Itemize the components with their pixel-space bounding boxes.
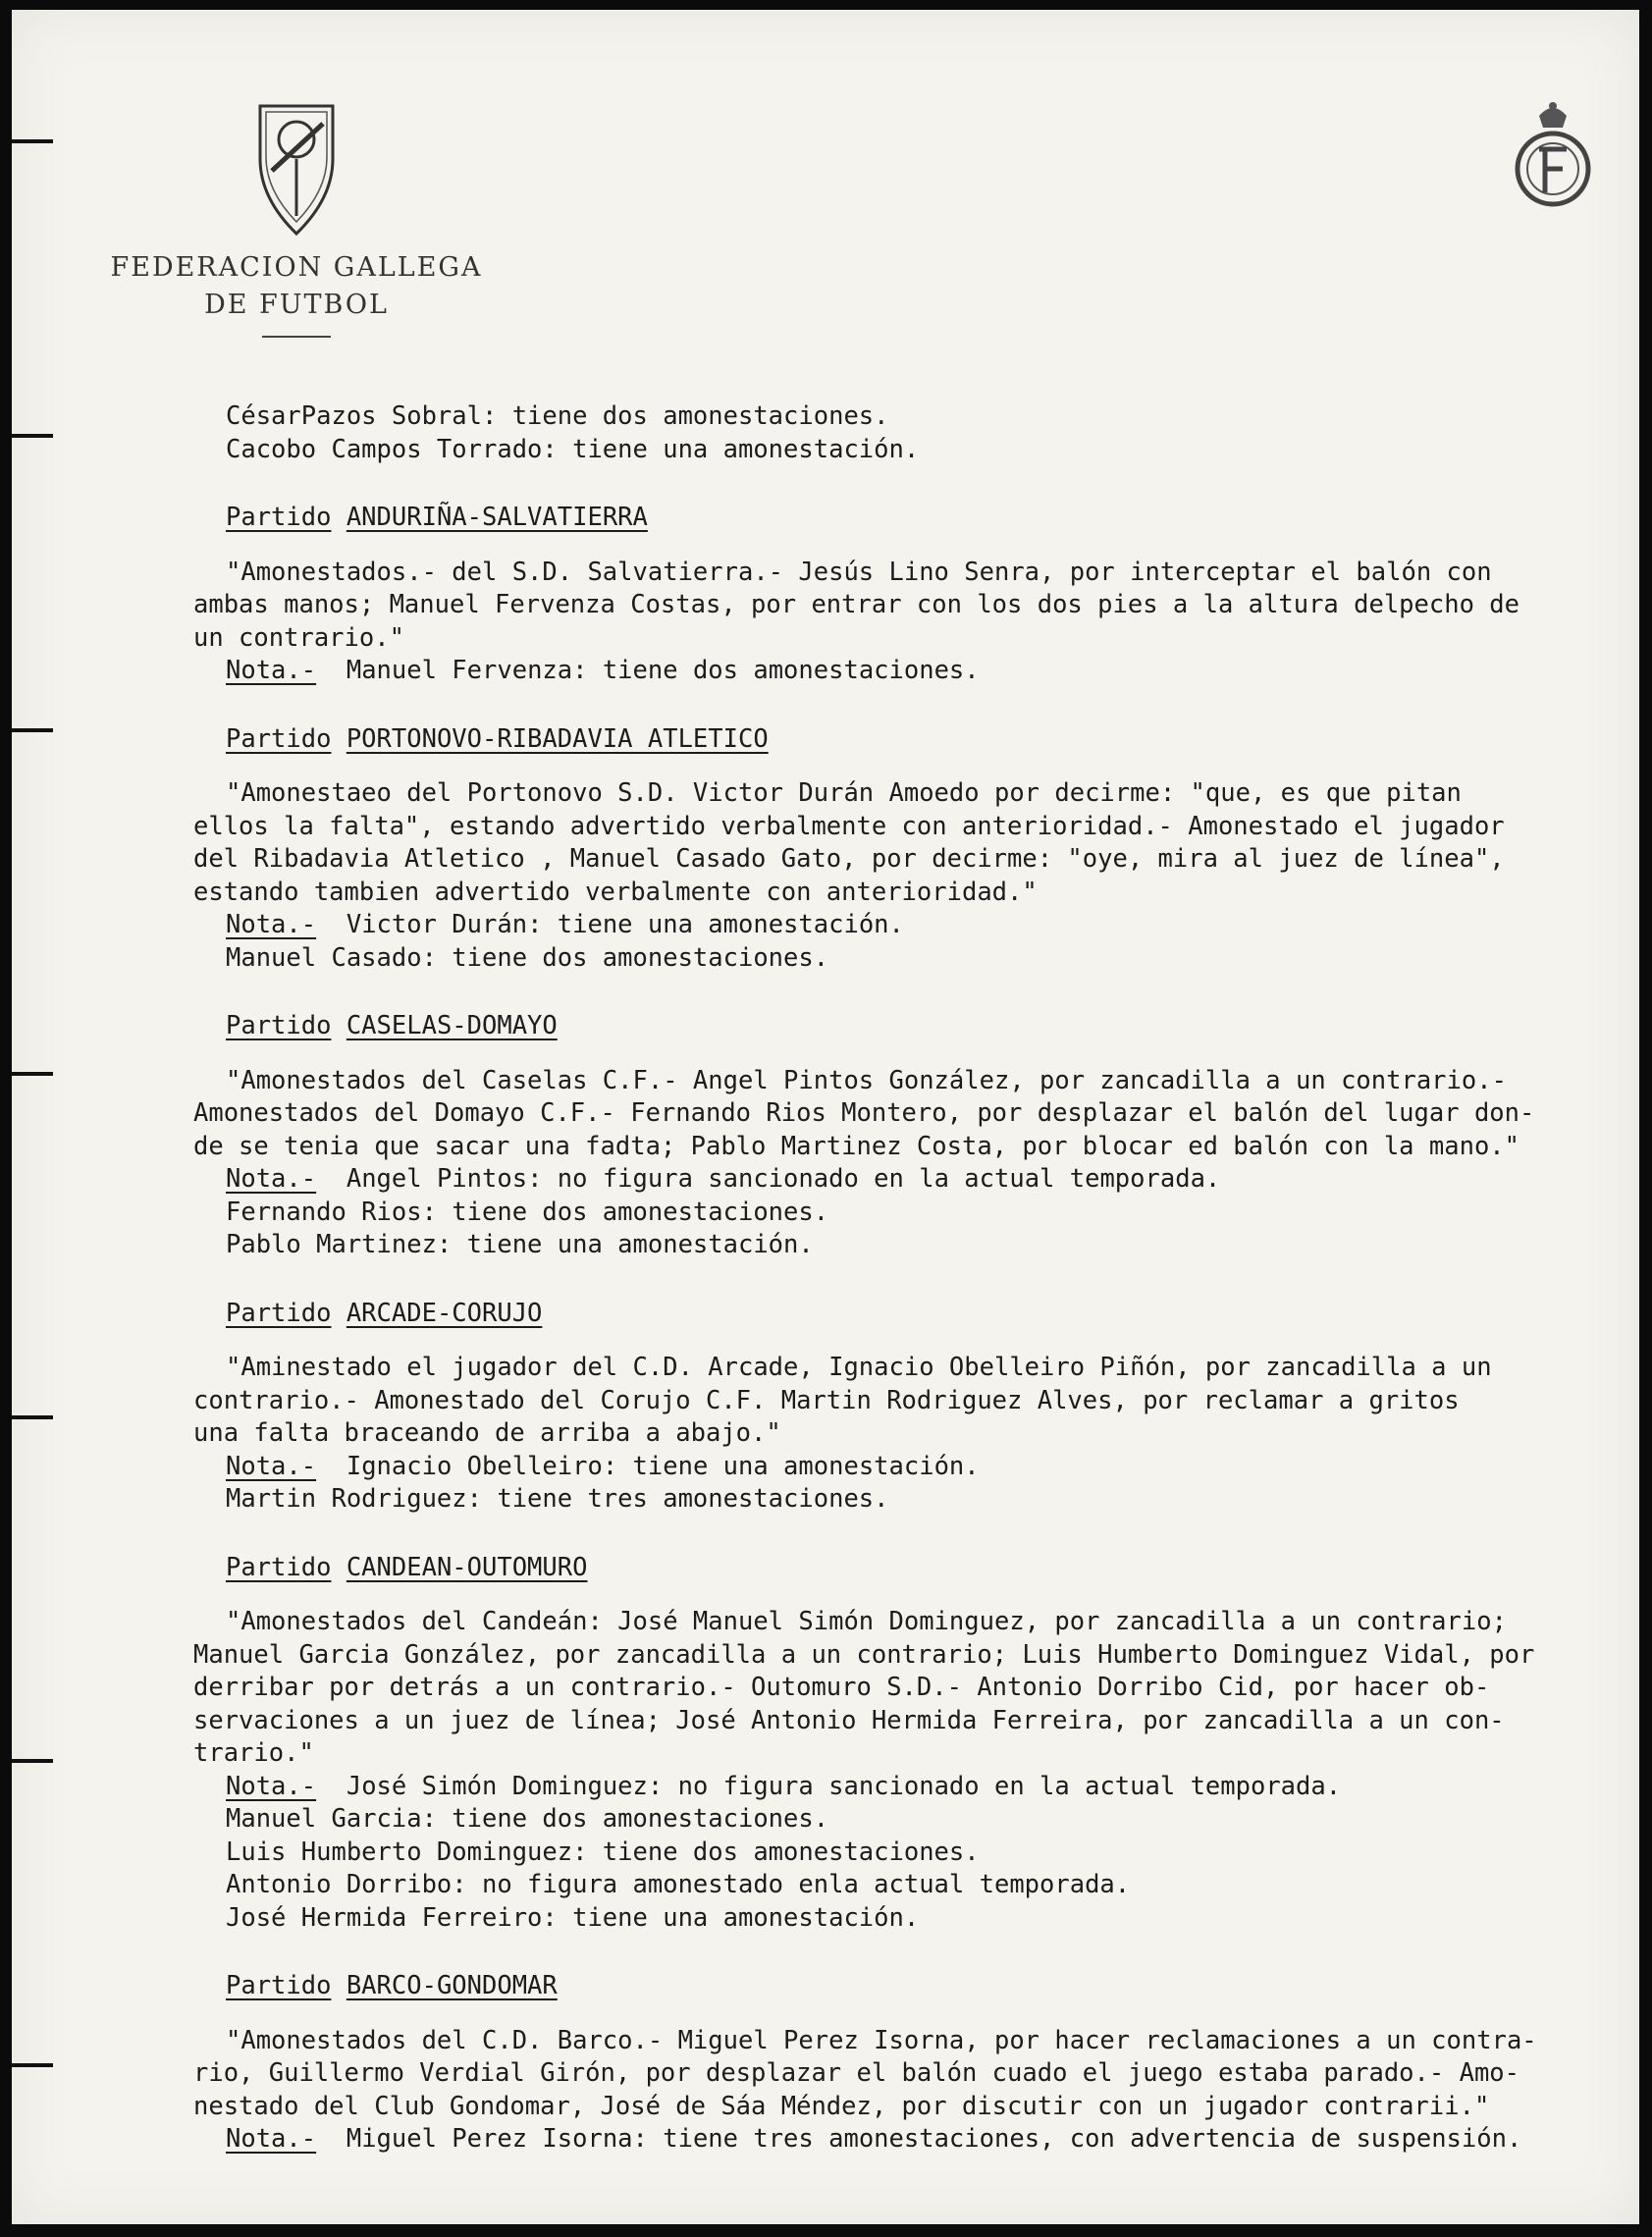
report-text-line: de se tenia que sacar una fadta; Pablo Martinez Costa, por blocar ed balón con la mano." — [193, 1131, 1520, 1161]
report-text-line: "Amonestados del C.D. Barco.- Miguel Perez Isorna, por hacer reclamaciones a un contra- — [226, 2025, 1537, 2055]
nota-text: Ignacio Obelleiro: tiene una amonestación. — [346, 1451, 980, 1481]
nota-text: José Simón Dominguez: no figura sancionado en la actual temporada. — [346, 1771, 1342, 1801]
match-section — [193, 1298, 1641, 1517]
nota-label: Nota.- — [226, 656, 317, 685]
intro-line: CésarPazos Sobral: tiene dos amonestaciones. — [226, 401, 889, 431]
report-text-line: nestado del Club Gondomar, José de Sáa Méndez, por discutir con un jugador contrarii." — [193, 2091, 1490, 2121]
org-name-line2: DE FUTBOL — [204, 290, 389, 320]
match-title: BARCO-GONDOMAR — [346, 1971, 558, 2000]
match-prefix: Partido — [226, 1011, 332, 1040]
match-title: ANDURIÑA-SALVATIERRA — [346, 503, 648, 532]
report-text-line: ellos la falta", estando advertido verbalmente con anterioridad.- Amonestado el jugador — [193, 811, 1505, 841]
nota-line — [193, 1771, 1641, 1804]
binder-mark — [12, 139, 53, 143]
intro-notes — [193, 400, 1641, 466]
report-text-line: Amonestados del Domayo C.F.- Fernando Rios Montero, por desplazar el balón del lugar don- — [193, 1098, 1535, 1128]
nota-line — [193, 2123, 1641, 2157]
binder-mark — [12, 434, 53, 438]
match-heading — [193, 723, 1641, 757]
report-text-line: derribar por detrás a un contrario.- Outomuro S.D.- Antonio Dorribo Cid, por hacer ob- — [193, 1673, 1490, 1702]
match-prefix: Partido — [226, 723, 332, 754]
binder-mark — [12, 1415, 53, 1419]
nota-extra-line: Martin Rodriguez: tiene tres amonestaciones. — [226, 1484, 889, 1514]
report-text-line: del Ribadavia Atletico , Manuel Casado Gato, por decirme: "oye, mira al juez de línea", — [193, 844, 1505, 874]
report-text-line: estando tambien advertido verbalmente con anterioridad." — [193, 877, 1038, 907]
intro-line: Cacobo Campos Torrado: tiene una amonestación. — [226, 434, 920, 464]
match-section — [193, 1010, 1641, 1262]
federation-shield-logo — [254, 100, 339, 240]
report-text-line: una falta braceando de arriba a abajo." — [193, 1418, 781, 1448]
nota-extra-line: Pablo Martinez: tiene una amonestación. — [226, 1230, 814, 1259]
nota-label: Nota.- — [226, 1451, 317, 1481]
nota-extra-line: Manuel Garcia: tiene dos amonestaciones. — [226, 1804, 829, 1834]
binder-mark — [12, 1759, 53, 1763]
report-text-line: "Amonestados.- del S.D. Salvatierra.- Jesús Lino Senra, por interceptar el balón con — [226, 557, 1492, 587]
report-text-line: Manuel Garcia González, por zancadilla a un contrario; Luis Humberto Dominguez Vidal, por — [193, 1639, 1535, 1670]
header-divider — [262, 336, 331, 338]
nota-label: Nota.- — [226, 1164, 317, 1194]
match-heading — [193, 1010, 1641, 1043]
match-section — [193, 723, 1641, 976]
report-text-line: un contrario." — [193, 622, 404, 653]
match-heading — [193, 1552, 1641, 1585]
match-heading — [193, 502, 1641, 535]
nota-extra-line: Manuel Casado: tiene dos amonestaciones. — [226, 942, 829, 973]
match-heading — [193, 1970, 1641, 2003]
match-title: ARCADE-CORUJO — [346, 1298, 543, 1328]
nota-line — [193, 1451, 1641, 1484]
match-prefix: Partido — [226, 1298, 332, 1328]
rfef-crest-logo — [1512, 98, 1594, 216]
binder-mark — [12, 1072, 53, 1076]
binder-mark — [12, 2063, 53, 2067]
match-title: CANDEAN-OUTOMURO — [346, 1552, 588, 1582]
nota-text: Miguel Perez Isorna: tiene tres amonestaciones, con advertencia de suspensión. — [346, 2124, 1522, 2154]
report-text-line: contrario.- Amonestado del Corujo C.F. Martin Rodriguez Alves, por reclamar a gritos — [193, 1385, 1460, 1415]
match-section — [193, 1552, 1641, 1936]
letterhead — [90, 100, 503, 338]
binder-mark — [12, 728, 53, 732]
report-text-line: servaciones a un juez de línea; José Antonio Hermida Ferreira, por zancadilla a un con- — [193, 1705, 1505, 1735]
report-text-line: "Aminestado el jugador del C.D. Arcade, Ignacio Obelleiro Piñón, por zancadilla a un — [226, 1353, 1492, 1382]
nota-text: Manuel Fervenza: tiene dos amonestaciones. — [346, 656, 980, 685]
match-heading — [193, 1298, 1641, 1331]
nota-label: Nota.- — [226, 2124, 317, 2154]
match-title: PORTONOVO-RIBADAVIA ATLETICO — [346, 723, 769, 754]
org-name-line1: FEDERACION GALLEGA — [110, 252, 483, 283]
report-text-line: trario." — [193, 1738, 314, 1768]
nota-line — [193, 1163, 1641, 1197]
nota-label: Nota.- — [226, 910, 317, 939]
nota-extra-line: Fernando Rios: tiene dos amonestaciones. — [226, 1197, 829, 1227]
report-text-line: rio, Guillermo Verdial Girón, por desplazar el balón cuado el juego estaba parado.- Amo- — [193, 2058, 1520, 2088]
match-prefix: Partido — [226, 1552, 332, 1582]
nota-extra-line: José Hermida Ferreiro: tiene una amonestación. — [226, 1902, 920, 1933]
match-section — [193, 502, 1641, 688]
nota-text: Victor Durán: tiene una amonestación. — [346, 910, 904, 939]
nota-line — [193, 655, 1641, 688]
report-text-line: "Amonestados del Candeán: José Manuel Simón Dominguez, por zancadilla a un contrario; — [226, 1607, 1507, 1636]
document-page — [12, 10, 1639, 2224]
report-text-line: "Amonestaeo del Portonovo S.D. Victor Durán Amoedo por decirme: "que, es que pitan — [226, 778, 1462, 808]
match-section — [193, 1970, 1641, 2157]
match-title: CASELAS-DOMAYO — [346, 1011, 558, 1040]
report-text-line: ambas manos; Manuel Fervenza Costas, por entrar con los dos pies a la altura delpecho de — [193, 590, 1520, 619]
report-body — [193, 400, 1641, 2157]
match-prefix: Partido — [226, 1971, 332, 2000]
match-list — [193, 502, 1641, 2157]
nota-extra-line: Luis Humberto Dominguez: tiene dos amonestaciones. — [226, 1837, 980, 1867]
report-text-line: "Amonestados del Caselas C.F.- Angel Pintos González, por zancadilla a un contrario.- — [226, 1065, 1507, 1095]
nota-line — [193, 909, 1641, 942]
match-prefix: Partido — [226, 503, 332, 532]
nota-text: Angel Pintos: no figura sancionado en la actual temporada. — [346, 1164, 1221, 1194]
nota-extra-line: Antonio Dorribo: no figura amonestado enla actual temporada. — [226, 1870, 1131, 1899]
nota-label: Nota.- — [226, 1771, 317, 1801]
